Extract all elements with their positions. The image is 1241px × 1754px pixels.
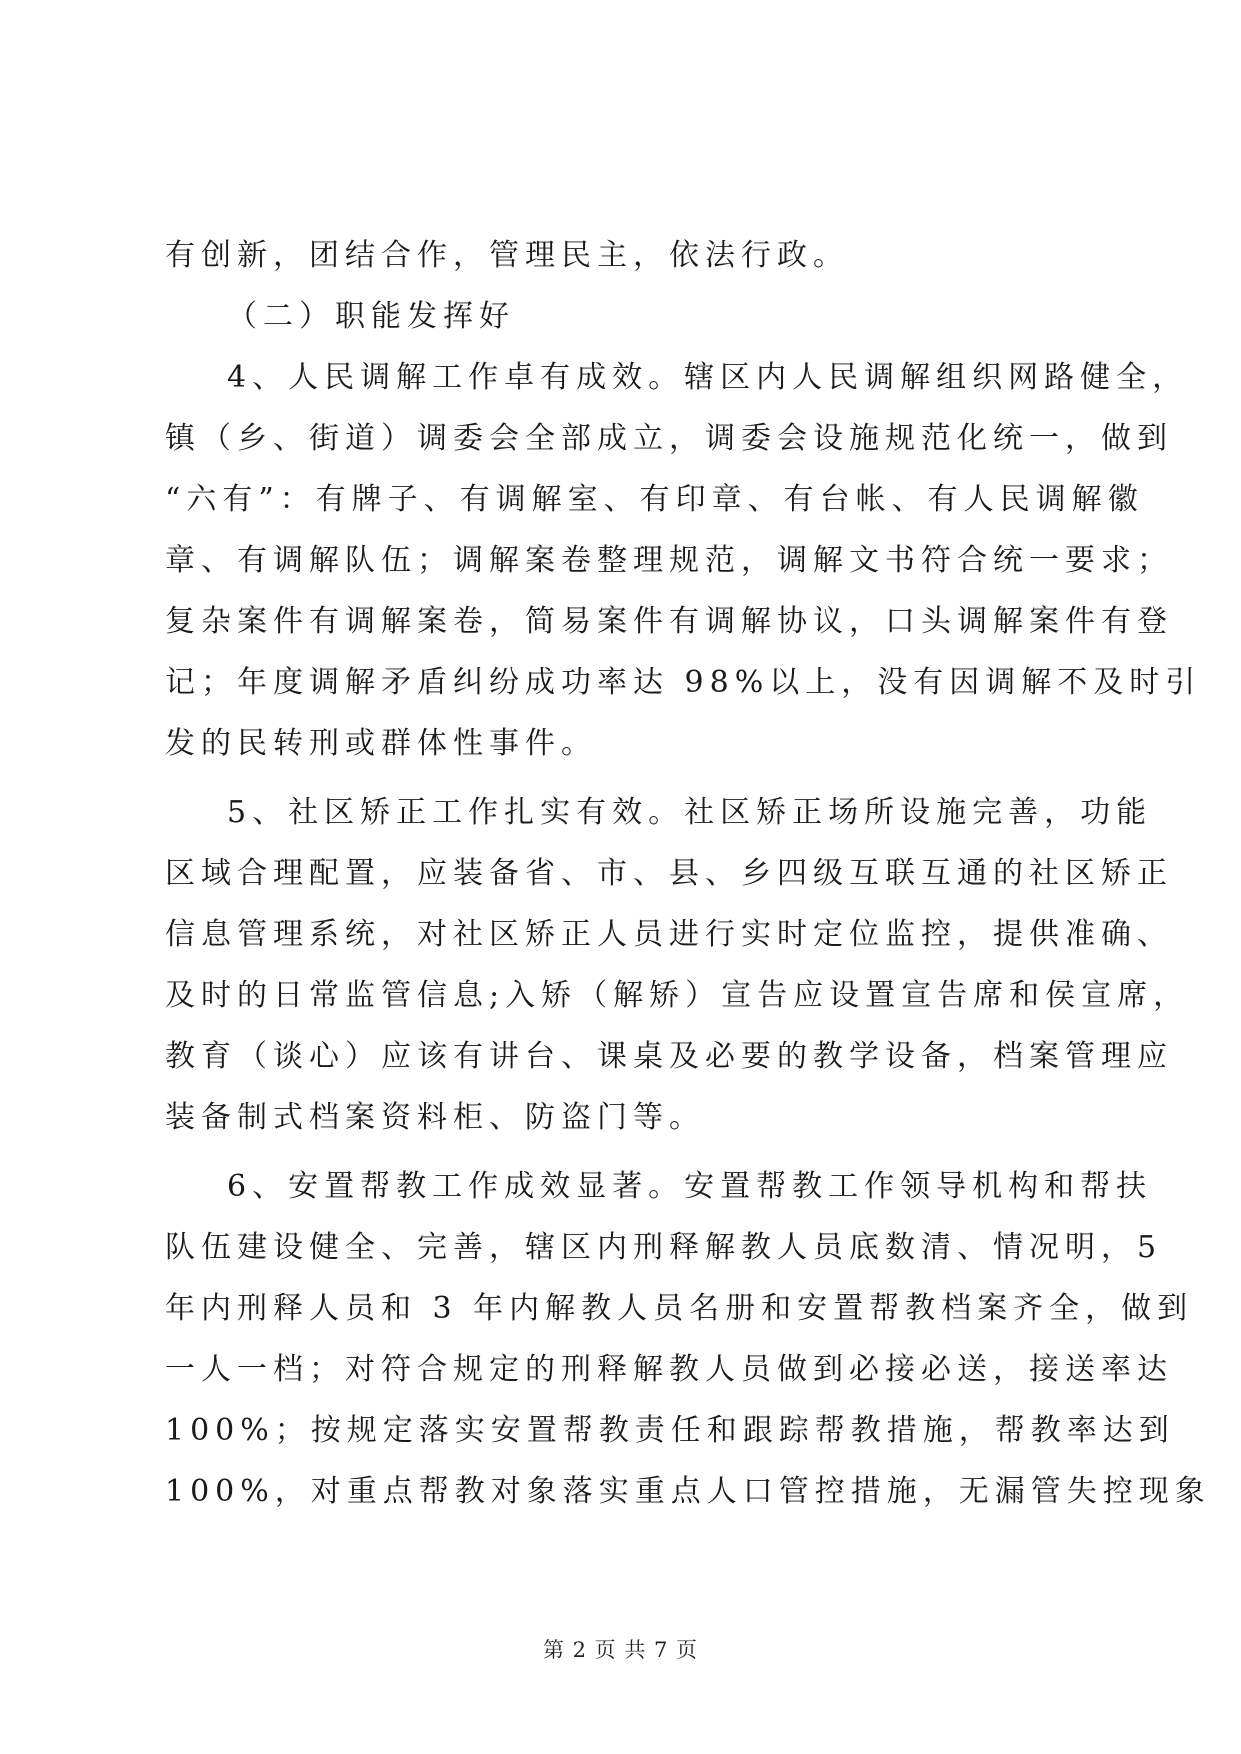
paragraph-5-start: 5、社区矫正工作扎实有效。社区矫正场所设施完善，功能 bbox=[227, 795, 1153, 830]
text-line: 有创新，团结合作，管理民主，依法行政。 bbox=[165, 238, 849, 273]
text-line: 教育（谈心）应该有讲台、课桌及必要的教学设备，档案管理应 bbox=[165, 1039, 1173, 1074]
text-line: 100%；按规定落实安置帮教责任和跟踪帮教措施，帮教率达到 bbox=[165, 1413, 1175, 1448]
text-line: 发的民转刑或群体性事件。 bbox=[165, 726, 597, 761]
text-line: 信息管理系统，对社区矫正人员进行实时定位监控，提供准确、 bbox=[165, 917, 1173, 952]
text-line: 一人一档；对符合规定的刑释解教人员做到必接必送，接送率达 bbox=[165, 1352, 1173, 1387]
document-body bbox=[165, 225, 1211, 1522]
text-line: “六有”：有牌子、有调解室、有印章、有台帐、有人民调解徽 bbox=[165, 482, 1144, 517]
text-line: 装备制式档案资料柜、防盗门等。 bbox=[165, 1100, 705, 1135]
text-line: 章、有调解队伍；调解案卷整理规范，调解文书符合统一要求； bbox=[165, 543, 1173, 578]
text-line: 队伍建设健全、完善，辖区内刑释解教人员底数清、情况明，5 bbox=[165, 1230, 1163, 1265]
text-line: 年内刑释人员和 3 年内解教人员名册和安置帮教档案齐全，做到 bbox=[165, 1291, 1194, 1326]
section-heading: （二）职能发挥好 bbox=[227, 299, 515, 334]
paragraph-4-start: 4、人民调解工作卓有成效。辖区内人民调解组织网路健全， bbox=[227, 360, 1189, 395]
text-line: 复杂案件有调解案卷，简易案件有调解协议，口头调解案件有登 bbox=[165, 604, 1173, 639]
text-line: 及时的日常监管信息;入矫（解矫）宣告应设置宣告席和侯宣席， bbox=[165, 978, 1190, 1013]
paragraph-6-start: 6、安置帮教工作成效显著。安置帮教工作领导机构和帮扶 bbox=[227, 1169, 1153, 1204]
text-line: 100%，对重点帮教对象落实重点人口管控措施，无漏管失控现象 bbox=[165, 1474, 1211, 1509]
text-line: 镇（乡、街道）调委会全部成立，调委会设施规范化统一，做到 bbox=[165, 421, 1173, 456]
page-number-footer: 第 2 页 共 7 页 bbox=[542, 1638, 699, 1662]
text-line: 记；年度调解矛盾纠纷成功率达 98%以上，没有因调解不及时引 bbox=[165, 665, 1202, 700]
text-line: 区域合理配置，应装备省、市、县、乡四级互联互通的社区矫正 bbox=[165, 856, 1173, 891]
